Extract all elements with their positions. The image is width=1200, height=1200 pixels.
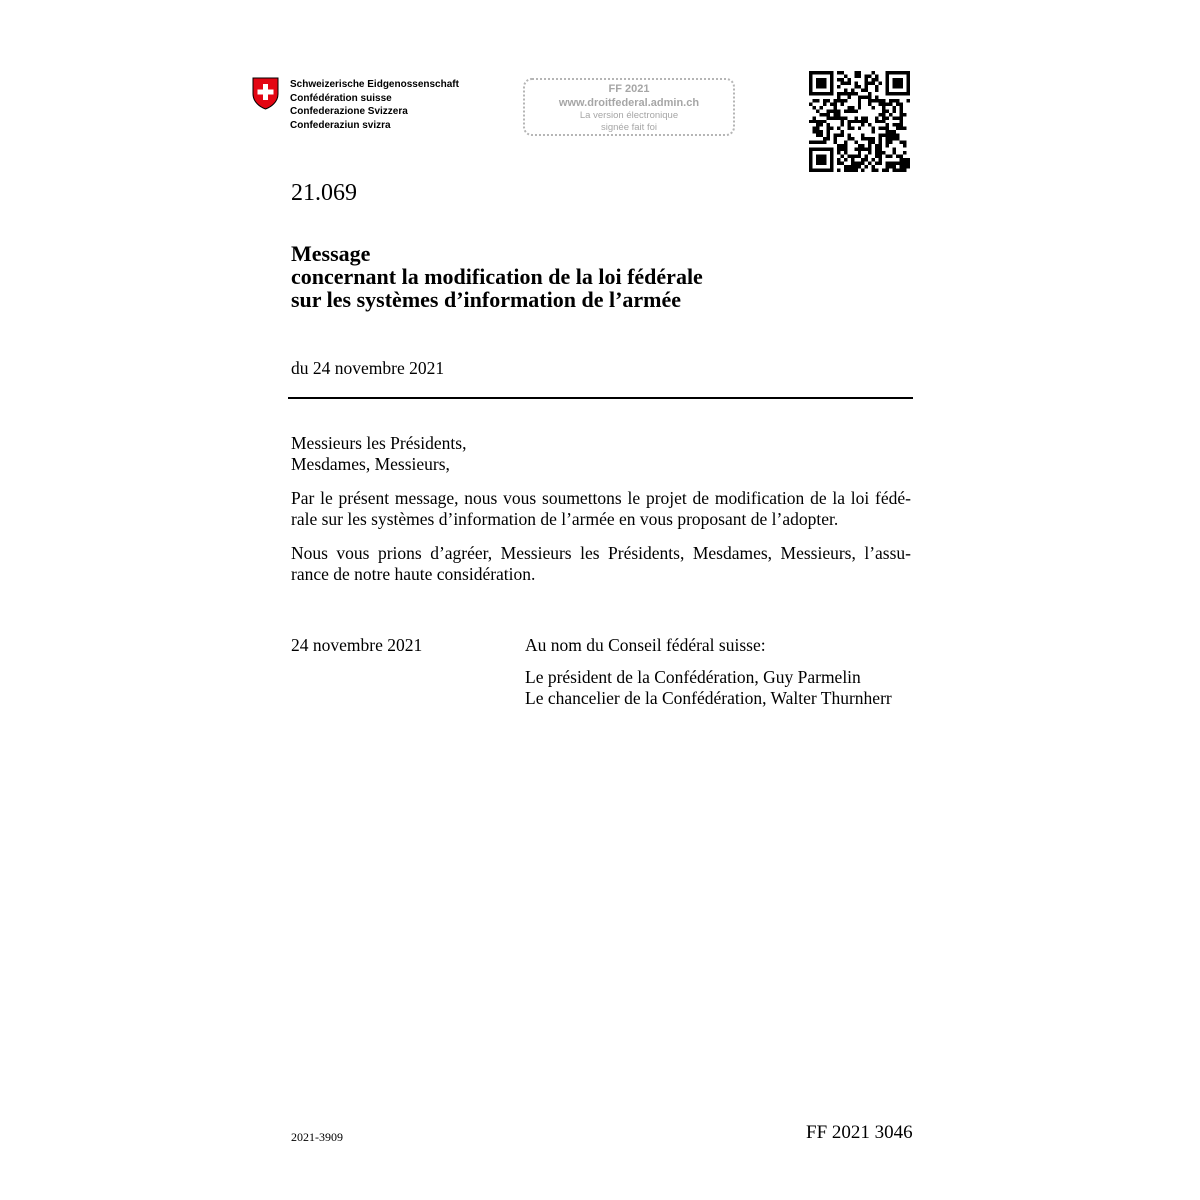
- salutation: [291, 433, 911, 475]
- salutation-line-1: Messieurs les Présidents,: [291, 433, 467, 453]
- name-rm: Confederaziun svizra: [290, 119, 391, 131]
- footer-publication: FF 2021 3046: [806, 1122, 913, 1143]
- name-de: Schweizerische Eidgenossenschaft: [290, 79, 459, 90]
- title-line-1: Message: [291, 241, 371, 266]
- swiss-shield-icon: [252, 77, 279, 110]
- salutation-line-2: Mesdames, Messieurs,: [291, 454, 450, 474]
- stamp-line-2: www.droitfederal.admin.ch: [558, 97, 700, 109]
- signatory-president: Le président de la Confédération, Guy Parmelin: [525, 667, 861, 687]
- signature-block: [525, 635, 892, 709]
- qr-code-icon: [809, 71, 910, 172]
- document-date: du 24 novembre 2021: [291, 358, 445, 378]
- paragraph-2: Nous vous prions d’agréer, Messieurs les Présidents, Mesdames, Messieurs, l’assu-rance de notre haute considération.: [291, 543, 911, 584]
- stamp-line-4: signée fait foi: [601, 121, 657, 133]
- document-title: [291, 242, 703, 311]
- electronic-version-stamp: [523, 78, 735, 136]
- stamp-line-1: FF 2021: [608, 83, 650, 95]
- name-it: Confederazione Svizzera: [290, 106, 408, 117]
- signatory-chancellor: Le chancelier de la Confédération, Walter Thurnherr: [525, 688, 892, 708]
- title-line-2: concernant la modification de la loi fédérale: [291, 264, 703, 289]
- confederation-names: [290, 78, 459, 132]
- document-number: 21.069: [291, 180, 357, 206]
- name-fr: Confédération suisse: [290, 92, 392, 104]
- signature-date: 24 novembre 2021: [291, 635, 423, 655]
- stamp-line-3: La version électronique: [579, 110, 679, 121]
- on-behalf-line: Au nom du Conseil fédéral suisse:: [525, 635, 766, 655]
- paragraph-1: Par le présent message, nous vous soumettons le projet de modification de la loi fédé-rale sur les systèmes d’information de l’armée en vous proposant de l’adopter.: [291, 488, 911, 529]
- message-body: [291, 433, 911, 585]
- separator-rule: [288, 397, 913, 399]
- confederation-logo: [252, 77, 459, 132]
- title-line-3: sur les systèmes d’information de l’armée: [291, 287, 682, 312]
- footer-reference: 2021-3909: [291, 1130, 343, 1144]
